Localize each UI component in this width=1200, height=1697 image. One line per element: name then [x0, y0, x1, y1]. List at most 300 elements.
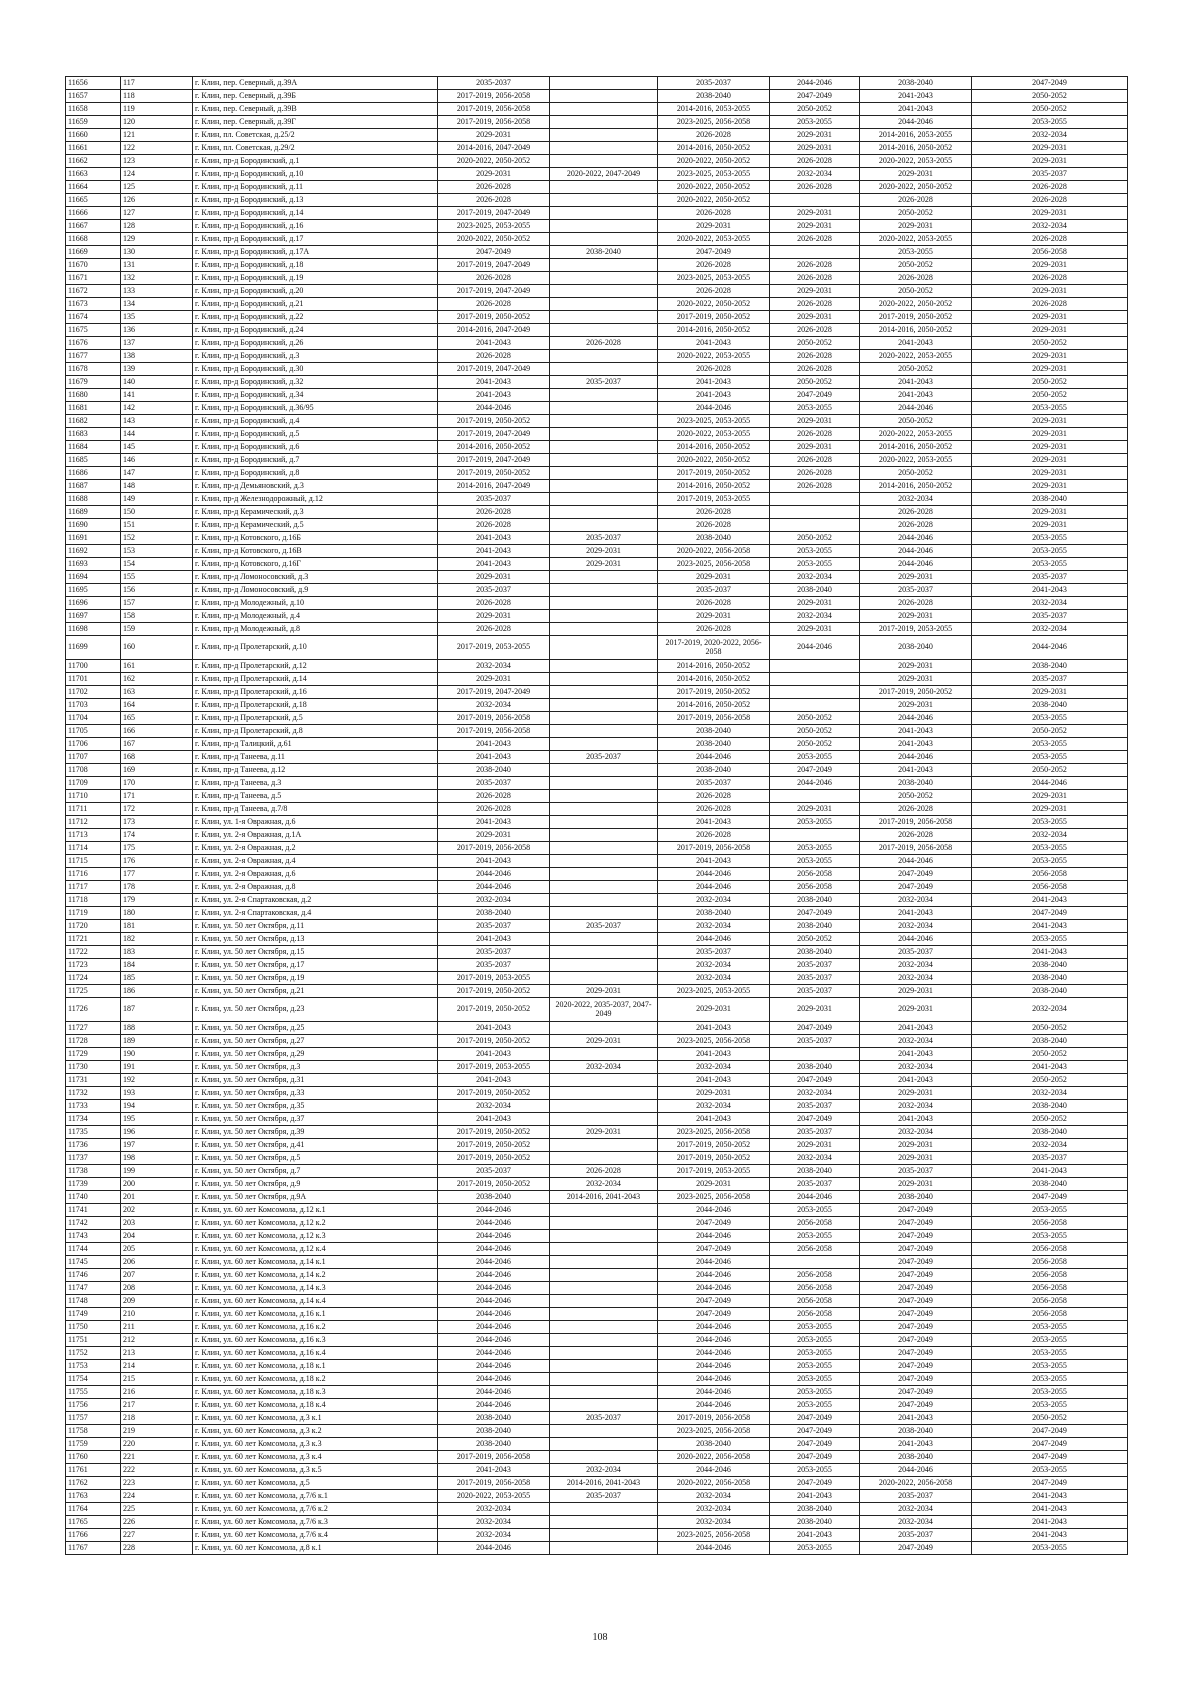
- period-col-1-cell: 2032-2034: [438, 1503, 550, 1516]
- period-col-1-cell: 2041-2043: [438, 816, 550, 829]
- period-col-4-cell: 2026-2028: [770, 155, 860, 168]
- period-col-4-cell: 2047-2049: [770, 1074, 860, 1087]
- address-cell: г. Клин, пр-д Бородинский, д.4: [193, 415, 438, 428]
- period-col-5-cell: 2041-2043: [860, 1048, 972, 1061]
- row-number-cell: 11658: [66, 103, 121, 116]
- table-row: [66, 389, 1128, 402]
- row-index-cell: 226: [121, 1516, 193, 1529]
- address-cell: г. Клин, пр-д Бородинский, д.10: [193, 168, 438, 181]
- period-col-3-cell: 2044-2046: [658, 1256, 770, 1269]
- address-cell: г. Клин, ул. 60 лет Комсомола, д.14 к.1: [193, 1256, 438, 1269]
- period-col-1-cell: 2017-2019, 2056-2058: [438, 712, 550, 725]
- address-cell: г. Клин, ул. 60 лет Комсомола, д.16 к.2: [193, 1321, 438, 1334]
- period-col-3-cell: 2029-2031: [658, 571, 770, 584]
- period-col-3-cell: 2041-2043: [658, 816, 770, 829]
- row-number-cell: 11754: [66, 1373, 121, 1386]
- period-col-2-cell: [550, 1217, 658, 1230]
- period-col-4-cell: 2053-2055: [770, 116, 860, 129]
- address-cell: г. Клин, ул. 2-я Спартаковская, д.2: [193, 894, 438, 907]
- table-row: [66, 1035, 1128, 1048]
- period-col-4-cell: 2029-2031: [770, 415, 860, 428]
- period-col-1-cell: 2032-2034: [438, 1100, 550, 1113]
- period-col-6-cell: 2053-2055: [972, 816, 1128, 829]
- period-col-5-cell: 2032-2034: [860, 493, 972, 506]
- row-index-cell: 136: [121, 324, 193, 337]
- row-number-cell: 11675: [66, 324, 121, 337]
- period-col-3-cell: 2014-2016, 2050-2052: [658, 660, 770, 673]
- period-col-3-cell: 2044-2046: [658, 1334, 770, 1347]
- period-col-2-cell: [550, 1373, 658, 1386]
- period-col-6-cell: 2035-2037: [972, 168, 1128, 181]
- table-row: [66, 1217, 1128, 1230]
- period-col-1-cell: 2032-2034: [438, 894, 550, 907]
- period-col-3-cell: 2047-2049: [658, 1295, 770, 1308]
- period-col-4-cell: 2053-2055: [770, 1347, 860, 1360]
- row-index-cell: 181: [121, 920, 193, 933]
- row-number-cell: 11673: [66, 298, 121, 311]
- table-row: [66, 738, 1128, 751]
- period-col-6-cell: 2044-2046: [972, 636, 1128, 660]
- row-index-cell: 183: [121, 946, 193, 959]
- period-col-6-cell: 2032-2034: [972, 998, 1128, 1022]
- period-col-6-cell: 2032-2034: [972, 1087, 1128, 1100]
- period-col-5-cell: 2026-2028: [860, 506, 972, 519]
- period-col-3-cell: 2038-2040: [658, 764, 770, 777]
- period-col-4-cell: [770, 506, 860, 519]
- period-col-4-cell: 2047-2049: [770, 907, 860, 920]
- period-col-3-cell: 2032-2034: [658, 920, 770, 933]
- period-col-5-cell: 2017-2019, 2050-2052: [860, 686, 972, 699]
- period-col-1-cell: 2041-2043: [438, 1113, 550, 1126]
- period-col-4-cell: 2035-2037: [770, 1126, 860, 1139]
- period-col-3-cell: 2017-2019, 2050-2052: [658, 311, 770, 324]
- address-cell: г. Клин, пр-д Танеева, д.11: [193, 751, 438, 764]
- row-index-cell: 154: [121, 558, 193, 571]
- row-number-cell: 11765: [66, 1516, 121, 1529]
- period-col-3-cell: 2047-2049: [658, 1308, 770, 1321]
- table-row: [66, 376, 1128, 389]
- period-col-6-cell: 2053-2055: [972, 712, 1128, 725]
- period-col-6-cell: 2056-2058: [972, 1269, 1128, 1282]
- row-number-cell: 11735: [66, 1126, 121, 1139]
- address-cell: г. Клин, пр-д Котовского, д.16Г: [193, 558, 438, 571]
- period-col-3-cell: 2038-2040: [658, 907, 770, 920]
- row-index-cell: 204: [121, 1230, 193, 1243]
- table-row: [66, 415, 1128, 428]
- address-cell: г. Клин, ул. 50 лет Октября, д.39: [193, 1126, 438, 1139]
- period-col-3-cell: 2044-2046: [658, 1399, 770, 1412]
- address-cell: г. Клин, ул. 60 лет Комсомола, д.12 к.3: [193, 1230, 438, 1243]
- period-col-6-cell: 2050-2052: [972, 103, 1128, 116]
- period-col-2-cell: [550, 506, 658, 519]
- address-cell: г. Клин, ул. 50 лет Октября, д.11: [193, 920, 438, 933]
- period-col-5-cell: 2041-2043: [860, 90, 972, 103]
- row-index-cell: 214: [121, 1360, 193, 1373]
- period-col-1-cell: 2020-2022, 2050-2052: [438, 233, 550, 246]
- period-col-4-cell: 2047-2049: [770, 1113, 860, 1126]
- row-number-cell: 11698: [66, 623, 121, 636]
- period-col-1-cell: 2017-2019, 2056-2058: [438, 90, 550, 103]
- row-index-cell: 175: [121, 842, 193, 855]
- address-cell: г. Клин, пр-д Бородинский, д.18: [193, 259, 438, 272]
- period-col-6-cell: 2026-2028: [972, 194, 1128, 207]
- period-col-6-cell: 2038-2040: [972, 699, 1128, 712]
- period-col-4-cell: 2038-2040: [770, 946, 860, 959]
- row-index-cell: 137: [121, 337, 193, 350]
- period-col-2-cell: [550, 259, 658, 272]
- period-col-4-cell: [770, 1256, 860, 1269]
- period-col-1-cell: 2041-2043: [438, 933, 550, 946]
- period-col-5-cell: 2032-2034: [860, 959, 972, 972]
- row-index-cell: 178: [121, 881, 193, 894]
- table-row: [66, 181, 1128, 194]
- address-cell: г. Клин, пр-д Молодежный, д.4: [193, 610, 438, 623]
- address-cell: г. Клин, пр-д Бородинский, д.1: [193, 155, 438, 168]
- row-number-cell: 11725: [66, 985, 121, 998]
- period-col-6-cell: 2029-2031: [972, 441, 1128, 454]
- row-number-cell: 11749: [66, 1308, 121, 1321]
- period-col-2-cell: [550, 1152, 658, 1165]
- period-col-3-cell: 2032-2034: [658, 1100, 770, 1113]
- row-index-cell: 172: [121, 803, 193, 816]
- period-col-4-cell: 2053-2055: [770, 545, 860, 558]
- row-number-cell: 11680: [66, 389, 121, 402]
- row-number-cell: 11709: [66, 777, 121, 790]
- period-col-5-cell: 2014-2016, 2050-2052: [860, 324, 972, 337]
- period-col-3-cell: 2020-2022, 2053-2055: [658, 428, 770, 441]
- table-row: [66, 1529, 1128, 1542]
- table-row: [66, 454, 1128, 467]
- table-row: [66, 985, 1128, 998]
- period-col-5-cell: 2044-2046: [860, 532, 972, 545]
- address-cell: г. Клин, пр-д Бородинский, д.7: [193, 454, 438, 467]
- address-cell: г. Клин, пр-д Бородинский, д.3: [193, 350, 438, 363]
- period-col-1-cell: 2014-2016, 2047-2049: [438, 324, 550, 337]
- row-index-cell: 225: [121, 1503, 193, 1516]
- period-col-2-cell: [550, 1243, 658, 1256]
- period-col-4-cell: 2047-2049: [770, 1425, 860, 1438]
- period-col-2-cell: [550, 1139, 658, 1152]
- period-col-6-cell: 2053-2055: [972, 1464, 1128, 1477]
- address-cell: г. Клин, ул. 50 лет Октября, д.21: [193, 985, 438, 998]
- period-col-6-cell: 2050-2052: [972, 389, 1128, 402]
- period-col-2-cell: [550, 324, 658, 337]
- period-col-4-cell: 2038-2040: [770, 920, 860, 933]
- period-col-3-cell: 2041-2043: [658, 1048, 770, 1061]
- row-number-cell: 11751: [66, 1334, 121, 1347]
- period-col-5-cell: 2041-2043: [860, 103, 972, 116]
- address-cell: г. Клин, ул. 50 лет Октября, д.25: [193, 1022, 438, 1035]
- period-col-6-cell: 2026-2028: [972, 272, 1128, 285]
- row-number-cell: 11683: [66, 428, 121, 441]
- period-col-5-cell: 2017-2019, 2050-2052: [860, 311, 972, 324]
- period-col-4-cell: 2050-2052: [770, 738, 860, 751]
- period-col-3-cell: 2044-2046: [658, 1204, 770, 1217]
- period-col-1-cell: 2029-2031: [438, 829, 550, 842]
- period-col-3-cell: 2038-2040: [658, 90, 770, 103]
- address-cell: г. Клин, пр-д Танеева, д.7/8: [193, 803, 438, 816]
- period-col-1-cell: 2029-2031: [438, 610, 550, 623]
- period-col-1-cell: 2044-2046: [438, 1321, 550, 1334]
- period-col-2-cell: [550, 233, 658, 246]
- address-cell: г. Клин, пр-д Железнодорожный, д.12: [193, 493, 438, 506]
- period-col-4-cell: 2047-2049: [770, 1412, 860, 1425]
- period-col-5-cell: 2029-2031: [860, 998, 972, 1022]
- table-row: [66, 686, 1128, 699]
- row-index-cell: 182: [121, 933, 193, 946]
- address-cell: г. Клин, пр-д Бородинский, д.17А: [193, 246, 438, 259]
- address-cell: г. Клин, пр-д Бородинский, д.14: [193, 207, 438, 220]
- row-number-cell: 11744: [66, 1243, 121, 1256]
- row-number-cell: 11685: [66, 454, 121, 467]
- period-col-2-cell: [550, 311, 658, 324]
- period-col-3-cell: 2029-2031: [658, 610, 770, 623]
- period-col-1-cell: 2035-2037: [438, 77, 550, 90]
- period-col-2-cell: [550, 480, 658, 493]
- period-col-6-cell: 2056-2058: [972, 881, 1128, 894]
- address-cell: г. Клин, пр-д Керамический, д.5: [193, 519, 438, 532]
- period-col-3-cell: 2026-2028: [658, 803, 770, 816]
- period-col-1-cell: 2044-2046: [438, 1360, 550, 1373]
- row-index-cell: 194: [121, 1100, 193, 1113]
- row-index-cell: 144: [121, 428, 193, 441]
- period-col-3-cell: 2017-2019, 2050-2052: [658, 1139, 770, 1152]
- period-col-4-cell: 2044-2046: [770, 77, 860, 90]
- row-index-cell: 184: [121, 959, 193, 972]
- period-col-2-cell: [550, 1269, 658, 1282]
- address-cell: г. Клин, ул. 60 лет Комсомола, д.14 к.2: [193, 1269, 438, 1282]
- period-col-3-cell: 2023-2025, 2053-2055: [658, 985, 770, 998]
- row-index-cell: 125: [121, 181, 193, 194]
- period-col-3-cell: 2014-2016, 2050-2052: [658, 324, 770, 337]
- row-number-cell: 11737: [66, 1152, 121, 1165]
- period-col-2-cell: [550, 597, 658, 610]
- period-col-4-cell: 2038-2040: [770, 1061, 860, 1074]
- period-col-3-cell: 2026-2028: [658, 129, 770, 142]
- period-col-4-cell: 2053-2055: [770, 842, 860, 855]
- table-row: [66, 972, 1128, 985]
- period-col-6-cell: 2026-2028: [972, 233, 1128, 246]
- period-col-6-cell: 2029-2031: [972, 350, 1128, 363]
- table-row: [66, 1386, 1128, 1399]
- period-col-4-cell: 2050-2052: [770, 532, 860, 545]
- table-row: [66, 610, 1128, 623]
- period-col-1-cell: 2044-2046: [438, 1308, 550, 1321]
- period-col-2-cell: [550, 1230, 658, 1243]
- table-row: [66, 324, 1128, 337]
- period-col-1-cell: 2041-2043: [438, 855, 550, 868]
- period-col-1-cell: 2044-2046: [438, 881, 550, 894]
- table-row: [66, 1204, 1128, 1217]
- period-col-2-cell: 2020-2022, 2035-2037, 2047-2049: [550, 998, 658, 1022]
- period-col-5-cell: 2020-2022, 2053-2055: [860, 155, 972, 168]
- period-col-4-cell: 2041-2043: [770, 1529, 860, 1542]
- row-number-cell: 11700: [66, 660, 121, 673]
- period-col-1-cell: 2041-2043: [438, 545, 550, 558]
- period-col-4-cell: 2026-2028: [770, 259, 860, 272]
- period-col-2-cell: 2029-2031: [550, 985, 658, 998]
- row-index-cell: 159: [121, 623, 193, 636]
- period-col-6-cell: 2053-2055: [972, 1542, 1128, 1555]
- period-col-6-cell: 2035-2037: [972, 1152, 1128, 1165]
- row-number-cell: 11764: [66, 1503, 121, 1516]
- period-col-3-cell: 2038-2040: [658, 1438, 770, 1451]
- period-col-1-cell: 2023-2025, 2053-2055: [438, 220, 550, 233]
- row-number-cell: 11674: [66, 311, 121, 324]
- table-row: [66, 350, 1128, 363]
- row-number-cell: 11687: [66, 480, 121, 493]
- row-index-cell: 193: [121, 1087, 193, 1100]
- period-col-3-cell: 2044-2046: [658, 1282, 770, 1295]
- table-row: [66, 1477, 1128, 1490]
- period-col-2-cell: [550, 181, 658, 194]
- table-row: [66, 1542, 1128, 1555]
- period-col-4-cell: 2053-2055: [770, 402, 860, 415]
- row-index-cell: 195: [121, 1113, 193, 1126]
- row-number-cell: 11755: [66, 1386, 121, 1399]
- row-number-cell: 11734: [66, 1113, 121, 1126]
- period-col-3-cell: 2014-2016, 2050-2052: [658, 673, 770, 686]
- address-cell: г. Клин, пр-д Пролетарский, д.12: [193, 660, 438, 673]
- row-index-cell: 223: [121, 1477, 193, 1490]
- period-col-2-cell: 2026-2028: [550, 1165, 658, 1178]
- period-col-5-cell: 2044-2046: [860, 933, 972, 946]
- period-col-2-cell: [550, 972, 658, 985]
- period-col-3-cell: 2041-2043: [658, 1022, 770, 1035]
- row-number-cell: 11750: [66, 1321, 121, 1334]
- period-col-3-cell: 2047-2049: [658, 1243, 770, 1256]
- period-col-4-cell: 2050-2052: [770, 103, 860, 116]
- period-col-5-cell: 2029-2031: [860, 1139, 972, 1152]
- address-cell: г. Клин, ул. 60 лет Комсомола, д.16 к.3: [193, 1334, 438, 1347]
- row-index-cell: 151: [121, 519, 193, 532]
- period-col-2-cell: [550, 946, 658, 959]
- period-col-4-cell: 2038-2040: [770, 1516, 860, 1529]
- period-col-5-cell: 2026-2028: [860, 597, 972, 610]
- period-col-2-cell: 2032-2034: [550, 1061, 658, 1074]
- period-col-3-cell: 2032-2034: [658, 894, 770, 907]
- period-col-1-cell: 2017-2019, 2047-2049: [438, 259, 550, 272]
- period-col-6-cell: 2050-2052: [972, 1412, 1128, 1425]
- period-col-4-cell: 2047-2049: [770, 1438, 860, 1451]
- period-col-1-cell: 2026-2028: [438, 790, 550, 803]
- row-index-cell: 160: [121, 636, 193, 660]
- period-col-1-cell: 2026-2028: [438, 506, 550, 519]
- period-col-5-cell: 2047-2049: [860, 1243, 972, 1256]
- period-col-5-cell: 2047-2049: [860, 1295, 972, 1308]
- address-cell: г. Клин, пр-д Ломоносовский, д.3: [193, 571, 438, 584]
- period-col-4-cell: 2029-2031: [770, 623, 860, 636]
- period-col-6-cell: 2053-2055: [972, 1373, 1128, 1386]
- table-row: [66, 441, 1128, 454]
- row-index-cell: 197: [121, 1139, 193, 1152]
- period-col-5-cell: 2026-2028: [860, 829, 972, 842]
- table-row: [66, 142, 1128, 155]
- period-col-5-cell: 2041-2043: [860, 389, 972, 402]
- period-col-3-cell: 2023-2025, 2056-2058: [658, 1529, 770, 1542]
- period-col-1-cell: 2017-2019, 2053-2055: [438, 1061, 550, 1074]
- row-number-cell: 11710: [66, 790, 121, 803]
- period-col-6-cell: 2047-2049: [972, 1477, 1128, 1490]
- row-index-cell: 199: [121, 1165, 193, 1178]
- period-col-6-cell: 2050-2052: [972, 90, 1128, 103]
- row-index-cell: 170: [121, 777, 193, 790]
- address-cell: г. Клин, ул. 50 лет Октября, д.7: [193, 1165, 438, 1178]
- row-index-cell: 212: [121, 1334, 193, 1347]
- table-row: [66, 402, 1128, 415]
- period-col-6-cell: 2038-2040: [972, 985, 1128, 998]
- address-cell: г. Клин, ул. 60 лет Комсомола, д.7/6 к.3: [193, 1516, 438, 1529]
- period-col-1-cell: 2044-2046: [438, 1256, 550, 1269]
- row-number-cell: 11762: [66, 1477, 121, 1490]
- period-col-2-cell: 2035-2037: [550, 376, 658, 389]
- period-col-5-cell: 2017-2019, 2056-2058: [860, 842, 972, 855]
- address-cell: г. Клин, пер. Северный, д.39Г: [193, 116, 438, 129]
- period-col-6-cell: 2053-2055: [972, 842, 1128, 855]
- table-row: [66, 712, 1128, 725]
- period-col-4-cell: 2038-2040: [770, 1165, 860, 1178]
- period-col-5-cell: 2047-2049: [860, 881, 972, 894]
- period-col-1-cell: 2017-2019, 2050-2052: [438, 1126, 550, 1139]
- period-col-6-cell: 2032-2034: [972, 829, 1128, 842]
- row-index-cell: 129: [121, 233, 193, 246]
- address-cell: г. Клин, пр-д Бородинский, д.34: [193, 389, 438, 402]
- period-col-3-cell: 2044-2046: [658, 1269, 770, 1282]
- table-row: [66, 519, 1128, 532]
- period-col-5-cell: 2041-2043: [860, 1438, 972, 1451]
- table-row: [66, 246, 1128, 259]
- period-col-5-cell: 2050-2052: [860, 207, 972, 220]
- period-col-6-cell: 2056-2058: [972, 1308, 1128, 1321]
- period-col-5-cell: 2032-2034: [860, 1126, 972, 1139]
- period-col-1-cell: 2044-2046: [438, 1269, 550, 1282]
- period-col-4-cell: [770, 194, 860, 207]
- row-number-cell: 11718: [66, 894, 121, 907]
- address-cell: г. Клин, пр-д Пролетарский, д.10: [193, 636, 438, 660]
- period-col-1-cell: 2017-2019, 2050-2052: [438, 1178, 550, 1191]
- address-cell: г. Клин, ул. 60 лет Комсомола, д.16 к.4: [193, 1347, 438, 1360]
- period-col-3-cell: 2026-2028: [658, 285, 770, 298]
- period-col-3-cell: 2020-2022, 2056-2058: [658, 1477, 770, 1490]
- row-index-cell: 158: [121, 610, 193, 623]
- period-col-2-cell: [550, 1256, 658, 1269]
- period-col-1-cell: 2041-2043: [438, 1464, 550, 1477]
- table-row: [66, 428, 1128, 441]
- period-col-6-cell: 2029-2031: [972, 415, 1128, 428]
- row-number-cell: 11763: [66, 1490, 121, 1503]
- address-cell: г. Клин, ул. 2-я Спартаковская, д.4: [193, 907, 438, 920]
- period-col-5-cell: 2032-2034: [860, 1100, 972, 1113]
- row-number-cell: 11730: [66, 1061, 121, 1074]
- period-col-2-cell: [550, 764, 658, 777]
- row-number-cell: 11753: [66, 1360, 121, 1373]
- period-col-3-cell: 2020-2022, 2050-2052: [658, 454, 770, 467]
- row-index-cell: 135: [121, 311, 193, 324]
- period-col-4-cell: 2053-2055: [770, 1230, 860, 1243]
- row-number-cell: 11715: [66, 855, 121, 868]
- address-cell: г. Клин, ул. 50 лет Октября, д.29: [193, 1048, 438, 1061]
- period-col-2-cell: [550, 350, 658, 363]
- period-col-2-cell: 2026-2028: [550, 337, 658, 350]
- row-number-cell: 11676: [66, 337, 121, 350]
- period-col-5-cell: 2050-2052: [860, 790, 972, 803]
- row-index-cell: 210: [121, 1308, 193, 1321]
- row-number-cell: 11659: [66, 116, 121, 129]
- period-col-5-cell: 2017-2019, 2056-2058: [860, 816, 972, 829]
- period-col-2-cell: [550, 673, 658, 686]
- table-row: [66, 597, 1128, 610]
- period-col-2-cell: [550, 881, 658, 894]
